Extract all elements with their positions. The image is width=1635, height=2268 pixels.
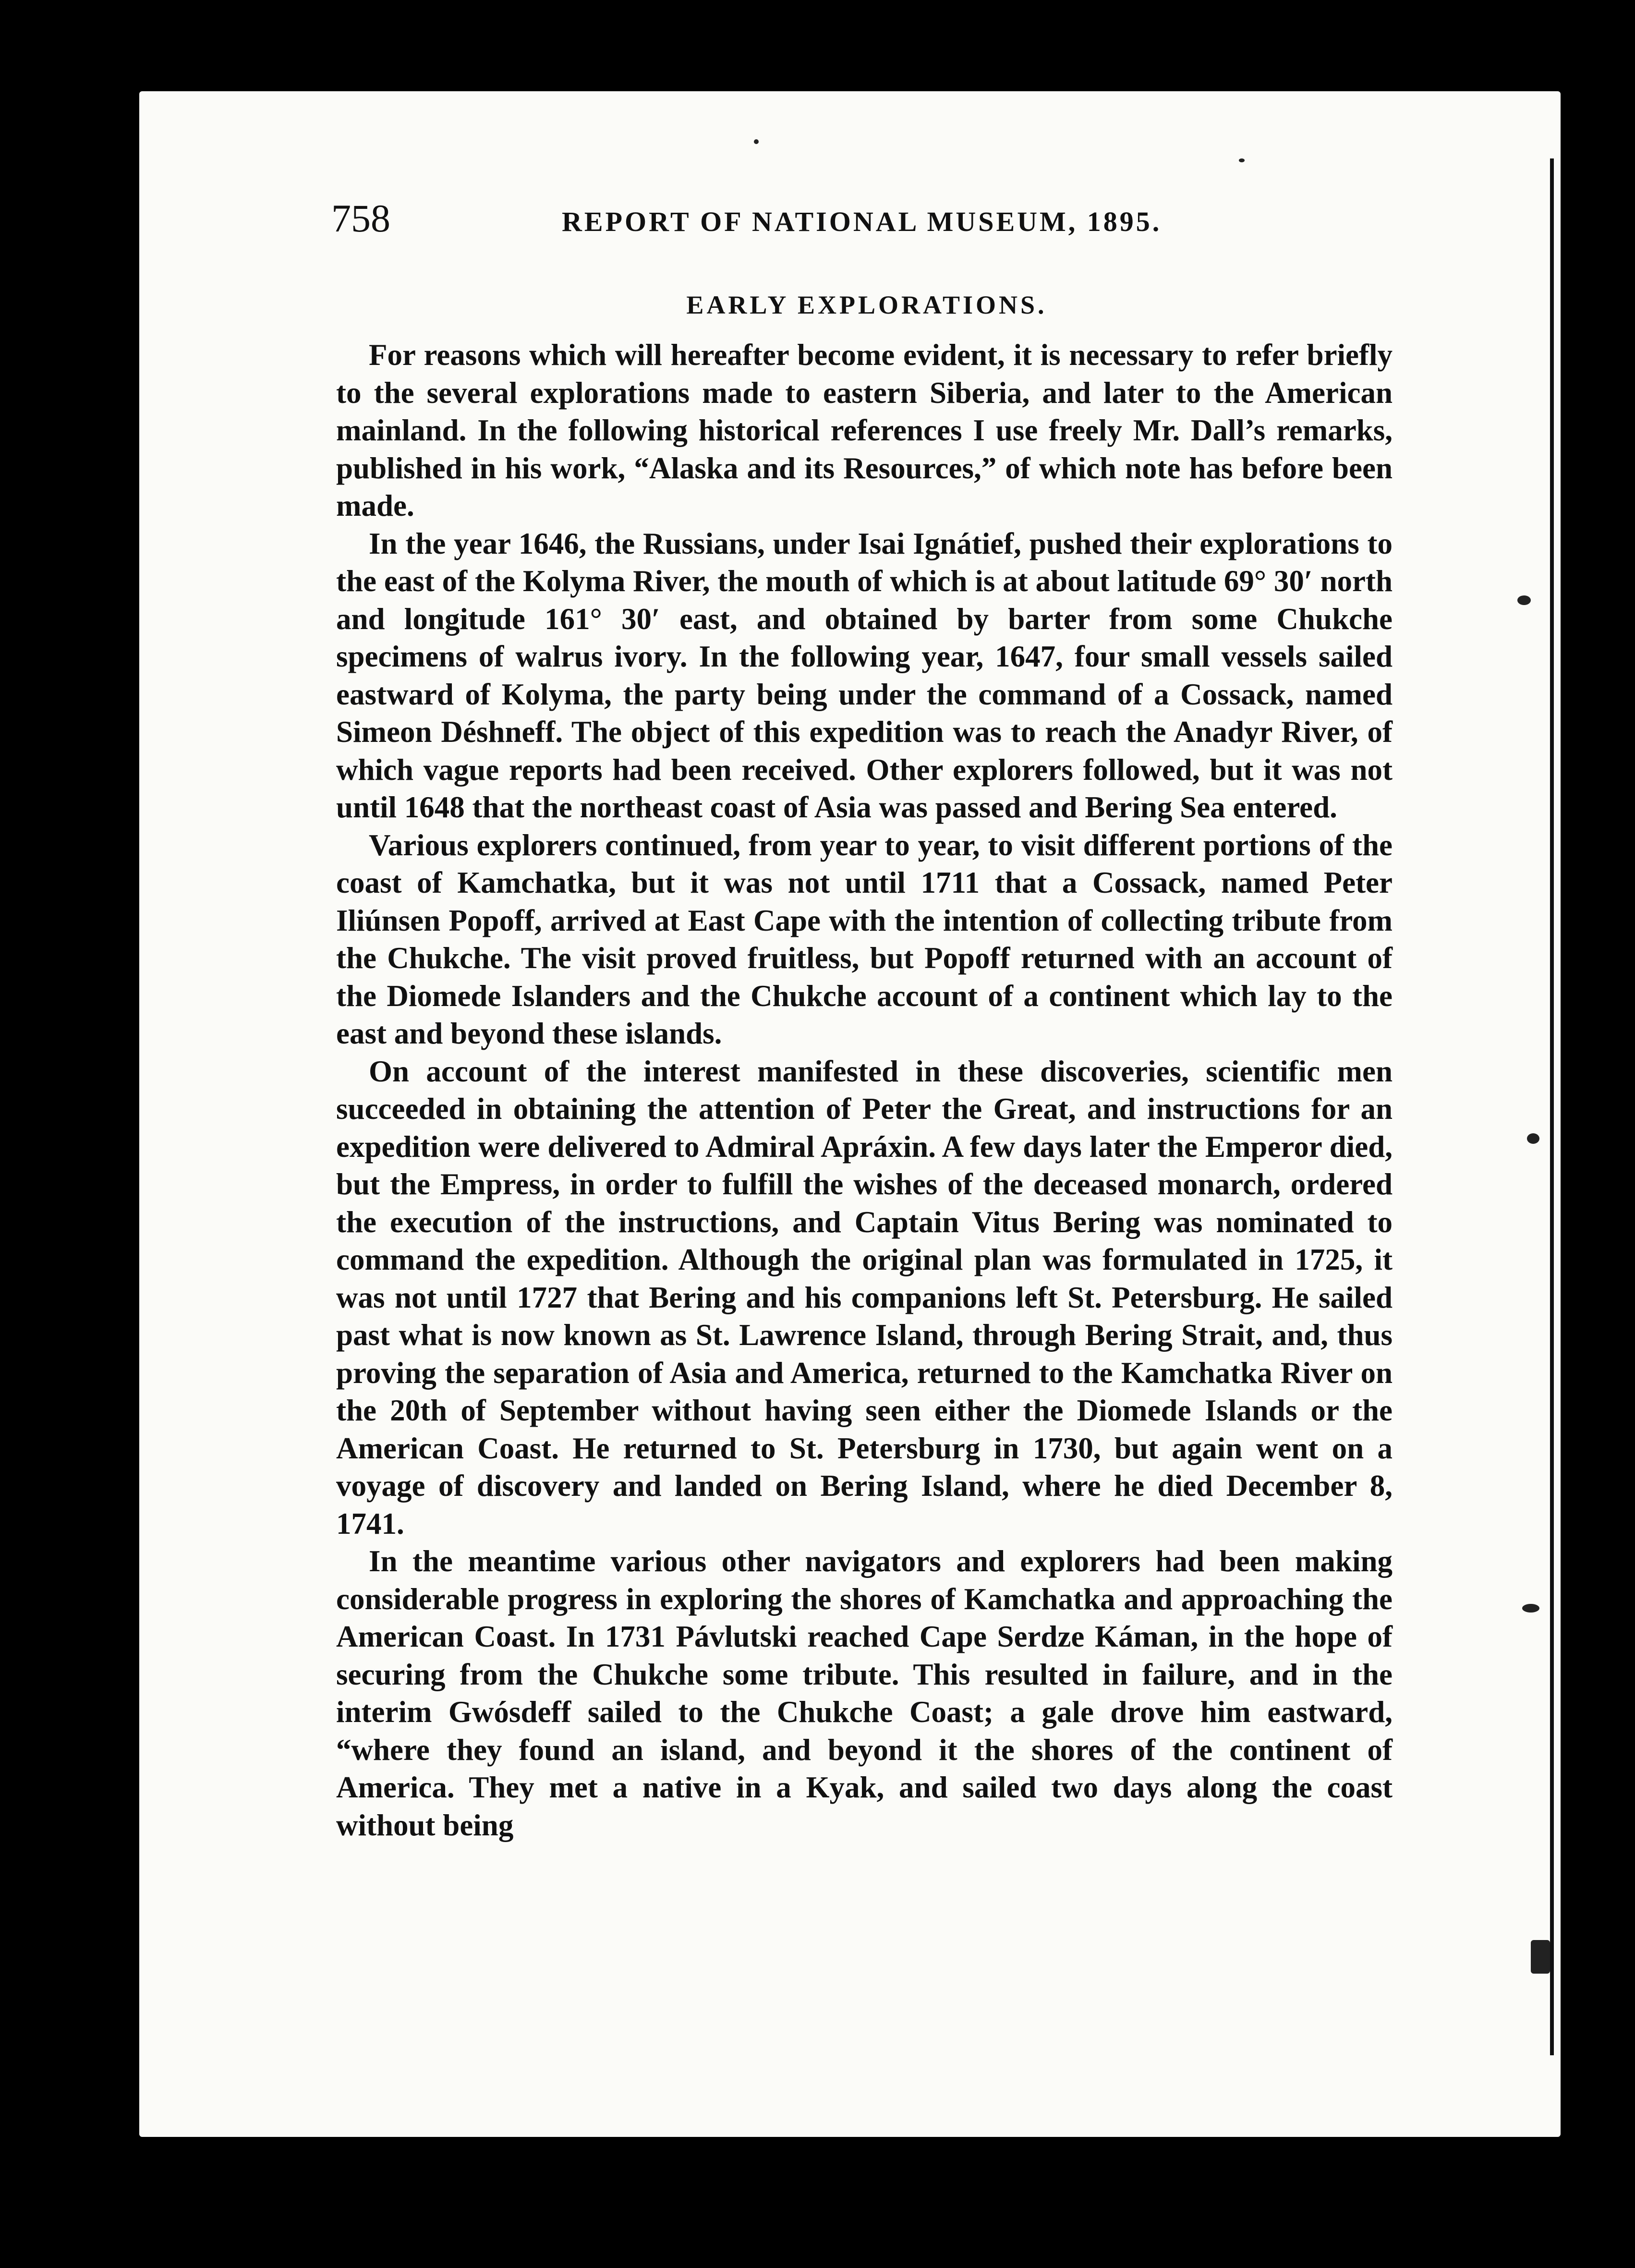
page-number: 758 xyxy=(331,196,390,240)
scan-speck xyxy=(1522,1604,1539,1613)
running-title: REPORT OF NATIONAL MUSEUM, 1895. xyxy=(562,206,1162,237)
scan-speck xyxy=(1531,1940,1550,1974)
body-text xyxy=(336,336,1393,1844)
scan-speck xyxy=(1517,595,1531,605)
page-header xyxy=(331,192,1397,245)
paragraph: Various explorers continued, from year to year, to visit different portions of the coast of Kamchatka, but it was not until 1711 that a Cossack, named Peter Iliúnsen Popoff, arrived at East Cape with the intention of collecting tribute from the Chukche. The visit proved fruitless, but Popoff returned with an account of the Diomede Islanders and the Chukche account of a continent which lay to the east and beyond these islands. xyxy=(336,828,1393,1050)
paragraph: In the year 1646, the Russians, under Isai Ignátief, pushed their explorations to the east of the Kolyma River, the mouth of which is at about latitude 69° 30′ north and longitude 161° 30′ east, and obtained by barter from some Chukche specimens of walrus ivory. In the following year, 1647, four small vessels sailed eastward of Kolyma, the party being under the command of a Cossack, named Simeon Déshneff. The object of this expedition was to reach the Anadyr River, of which vague reports had been received. Other explorers followed, but it was not until 1648 that the northeast coast of Asia was passed and Bering Sea entered. xyxy=(336,526,1393,824)
scan-speck xyxy=(754,139,759,144)
scan-edge-line xyxy=(1550,158,1554,2055)
paragraph: For reasons which will hereafter become evident, it is necessary to refer briefly to the several explorations made to eastern Siberia, and later to the American mainland. In the following historical references I use freely Mr. Dall’s remarks, published in his work, “Alaska and its Resources,” of which note has before been made. xyxy=(336,338,1393,522)
scan-speck xyxy=(1527,1133,1539,1144)
scan-speck xyxy=(1239,158,1245,162)
paragraph: On account of the interest manifested in these discoveries, scientific men succeeded in obtaining the attention of Peter the Great, and instructions for an expedition were delivered to Admiral Apráxin. A few days later the Emperor died, but the Empress, in order to fulfill the wishes of the deceased monarch, ordered the execution of the instructions, and Captain Vitus Bering was nominated to command the expedition. Although the original plan was formulated in 1725, it was not until 1727 that Bering and his companions left St. Petersburg. He sailed past what is now known as St. Lawrence Island, through Bering Strait, and, thus proving the separation of Asia and America, returned to the Kamchatka River on the 20th of September without having seen either the Diomede Islands or the American Coast. He returned to St. Petersburg in 1730, but again went on a voyage of discovery and landed on Bering Island, where he died December 8, 1741. xyxy=(336,1054,1393,1540)
paragraph: In the meantime various other navigators and explorers had been making considerable progress in exploring the shores of Kamchatka and approaching the American Coast. In 1731 Pávlutski reached Cape Serdze Káman, in the hope of securing from the Chukche some tribute. This resulted in failure, and in the interim Gwósdeff sailed to the Chukche Coast; a gale drove him eastward, “where they found an island, and beyond it the shores of the continent of America. They met a native in a Kyak, and sailed two days along the coast without being xyxy=(336,1544,1393,1842)
section-heading: EARLY EXPLORATIONS. xyxy=(686,291,1047,319)
